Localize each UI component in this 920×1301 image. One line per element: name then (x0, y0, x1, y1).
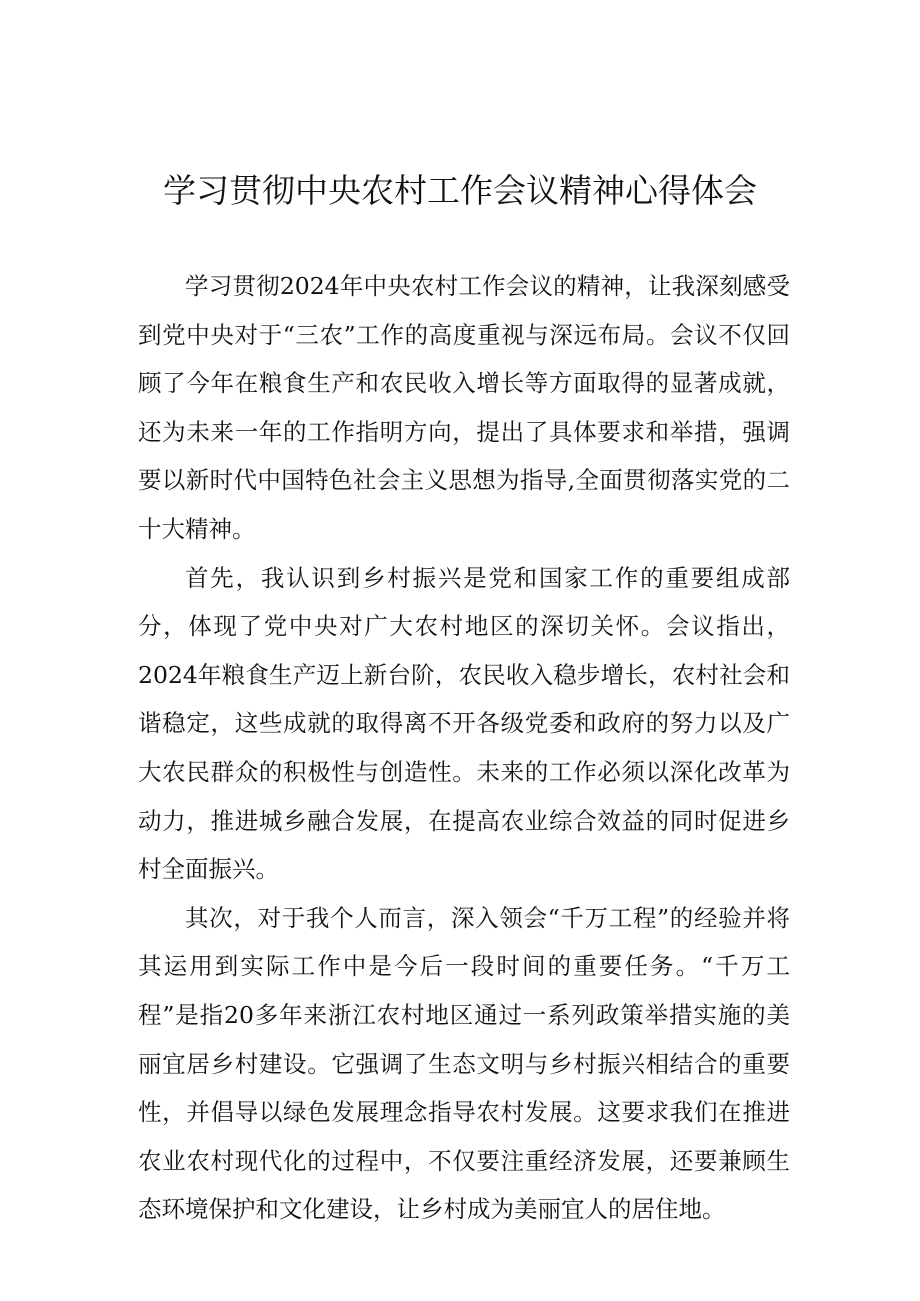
document-title: 学习贯彻中央农村工作会议精神心得体会 (163, 171, 757, 210)
paragraph-1: 学习贯彻2024年中央农村工作会议的精神，让我深刻感受到党中央对于“三农”工作的高度重视与深远布局。会议不仅回顾了今年在粮食生产和农民收入增长等方面取得的显著成就，还为未来一年的工作指明方向，提出了具体要求和举措，强调要以新时代中国特色社会主义思想为指导,全面贯彻落实党的二十大精神。 (138, 272, 790, 543)
document-body (138, 262, 790, 1234)
paragraph-2: 首先，我认识到乡村振兴是党和国家工作的重要组成部分，体现了党中央对广大农村地区的深切关怀。会议指出，2024年粮食生产迈上新台阶，农民收入稳步增长，农村社会和谐稳定，这些成就的取得离不开各级党委和政府的努力以及广大农民群众的积极性与创造性。未来的工作必须以深化改革为动力，推进城乡融合发展，在提高农业综合效益的同时促进乡村全面振兴。 (138, 563, 790, 884)
paragraph-3: 其次，对于我个人而言，深入领会“千万工程”的经验并将其运用到实际工作中是今后一段时间的重要任务。“千万工程”是指20多年来浙江农村地区通过一系列政策举措实施的美丽宜居乡村建设。它强调了生态文明与乡村振兴相结合的重要性，并倡导以绿色发展理念指导农村发展。这要求我们在推进农业农村现代化的过程中，不仅要注重经济发展，还要兼顾生态环境保护和文化建设，让乡村成为美丽宜人的居住地。 (138, 903, 790, 1224)
